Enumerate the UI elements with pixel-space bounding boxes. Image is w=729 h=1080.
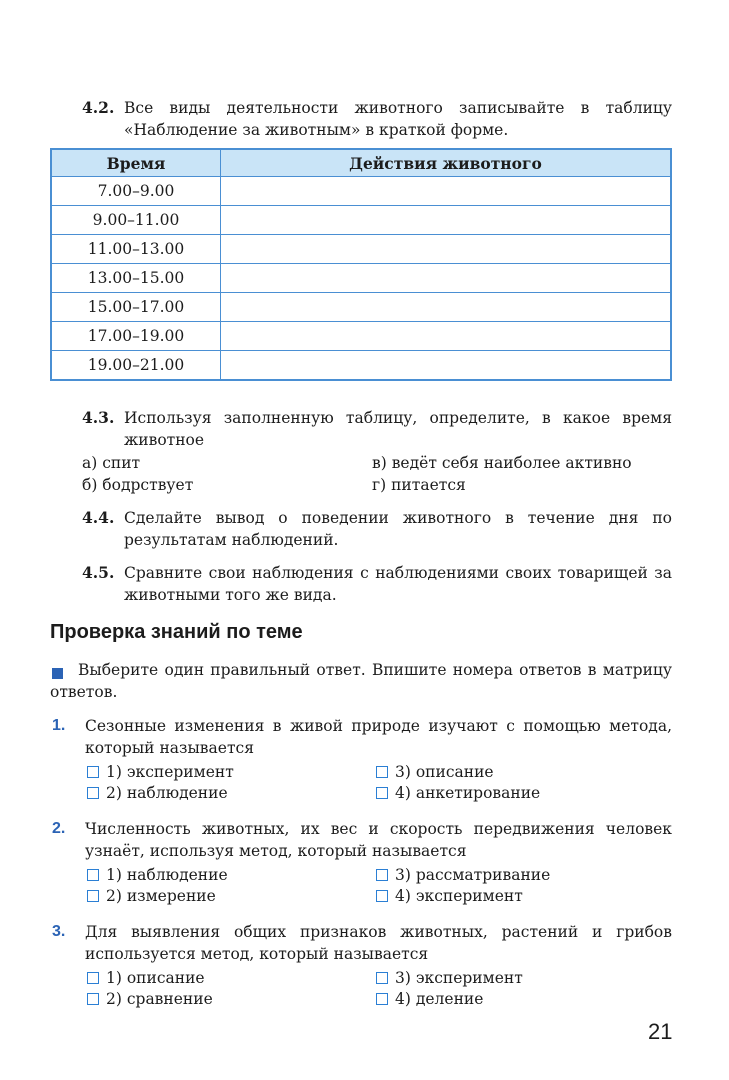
answer-option: г) питается: [372, 476, 466, 494]
table-header-actions: Действия животного: [221, 149, 672, 177]
task-number: 4.2.: [82, 98, 115, 117]
time-cell: 7.00–9.00: [51, 177, 221, 206]
table-row: [51, 235, 671, 264]
answer-option[interactable]: [376, 989, 483, 1010]
table-row: [51, 293, 671, 322]
page-number: 21: [648, 1019, 673, 1044]
observation-table: [50, 148, 672, 381]
task-text: Сравните свои наблюдения с наблюдениями своих товарищей за животными того же вида.: [124, 564, 672, 604]
checkbox-icon[interactable]: [376, 869, 388, 881]
answer-option: б) бодрствует: [82, 476, 194, 494]
answer-option[interactable]: [376, 762, 494, 783]
instruction-text: Выберите один правильный ответ. Впишите номера ответов в матрицу ответов.: [50, 661, 672, 701]
option-label: 3) эксперимент: [395, 969, 523, 987]
question-text: Численность животных, их вес и скорость передвижения человек узнаёт, используя метод, который называется: [85, 820, 672, 860]
checkbox-icon[interactable]: [376, 890, 388, 902]
time-cell: 15.00–17.00: [51, 293, 221, 322]
question-text: Для выявления общих признаков животных, растений и грибов используется метод, который называется: [85, 923, 672, 963]
table-row: [51, 177, 671, 206]
question-number: 3.: [52, 923, 66, 940]
checkbox-icon[interactable]: [376, 972, 388, 984]
time-cell: 9.00–11.00: [51, 206, 221, 235]
table-header-row: [51, 149, 671, 177]
option-label: 2) сравнение: [106, 990, 213, 1008]
answer-option[interactable]: [376, 968, 523, 989]
answer-option[interactable]: [87, 762, 234, 783]
checkbox-icon[interactable]: [376, 766, 388, 778]
answer-option[interactable]: [87, 865, 228, 886]
task-text: Используя заполненную таблицу, определите, в какое время животное: [124, 409, 672, 449]
option-label: 1) описание: [106, 969, 205, 987]
option-label: 3) описание: [395, 763, 494, 781]
checkbox-icon[interactable]: [87, 766, 99, 778]
actions-cell[interactable]: [221, 177, 672, 206]
section-heading: Проверка знаний по теме: [50, 621, 303, 643]
actions-cell[interactable]: [221, 264, 672, 293]
question-number: 1.: [52, 717, 66, 734]
time-cell: 19.00–21.00: [51, 351, 221, 381]
option-label: 4) эксперимент: [395, 887, 523, 905]
checkbox-icon[interactable]: [376, 787, 388, 799]
option-label: 2) наблюдение: [106, 784, 228, 802]
option-label: 2) измерение: [106, 887, 216, 905]
answer-option: в) ведёт себя наиболее активно: [372, 454, 632, 472]
task-number: 4.3.: [82, 408, 115, 427]
option-label: 4) деление: [395, 990, 484, 1008]
actions-cell[interactable]: [221, 351, 672, 381]
actions-cell[interactable]: [221, 322, 672, 351]
actions-cell[interactable]: [221, 206, 672, 235]
time-cell: 11.00–13.00: [51, 235, 221, 264]
checkbox-icon[interactable]: [87, 993, 99, 1005]
checkbox-icon[interactable]: [87, 890, 99, 902]
option-label: 3) рассматривание: [395, 866, 551, 884]
task-text: Все виды деятельности животного записывайте в таблицу «Наблюдение за животным» в краткой форме.: [124, 99, 672, 139]
checkbox-icon[interactable]: [87, 869, 99, 881]
checkbox-icon[interactable]: [87, 972, 99, 984]
time-cell: 17.00–19.00: [51, 322, 221, 351]
answer-option[interactable]: [376, 886, 523, 907]
actions-cell[interactable]: [221, 235, 672, 264]
task-text: Сделайте вывод о поведении животного в течение дня по результатам наблюдений.: [124, 509, 672, 549]
checkbox-icon[interactable]: [376, 993, 388, 1005]
answer-option[interactable]: [87, 968, 205, 989]
option-label: 1) наблюдение: [106, 866, 228, 884]
answer-option: а) спит: [82, 454, 141, 472]
answer-option[interactable]: [87, 989, 213, 1010]
question-number: 2.: [52, 820, 66, 837]
table-row: [51, 206, 671, 235]
time-cell: 13.00–15.00: [51, 264, 221, 293]
checkbox-icon[interactable]: [87, 787, 99, 799]
actions-cell[interactable]: [221, 293, 672, 322]
answer-option[interactable]: [376, 865, 550, 886]
table-row: [51, 264, 671, 293]
option-label: 4) анкетирование: [395, 784, 541, 802]
option-label: 1) эксперимент: [106, 763, 234, 781]
task-number: 4.5.: [82, 563, 115, 582]
question-text: Сезонные изменения в живой природе изучают с помощью метода, который называется: [85, 717, 672, 757]
table-row: [51, 322, 671, 351]
table-header-time: Время: [51, 149, 221, 177]
answer-option[interactable]: [87, 783, 228, 804]
table-row: [51, 351, 671, 381]
answer-option[interactable]: [87, 886, 216, 907]
task-number: 4.4.: [82, 508, 115, 527]
answer-option[interactable]: [376, 783, 540, 804]
